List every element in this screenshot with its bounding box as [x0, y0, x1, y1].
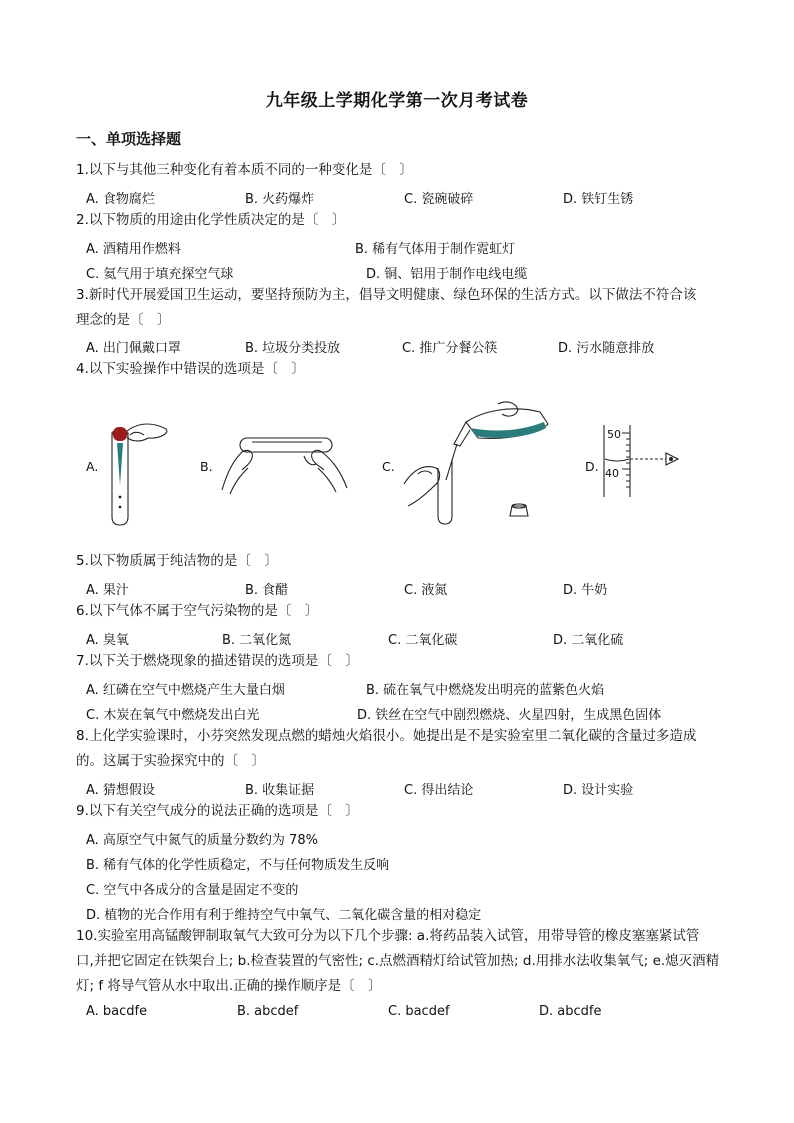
question-5-option-c[interactable]: C. 液氮: [404, 583, 448, 598]
question-3-stem-line2: 理念的是〔 〕: [76, 312, 171, 328]
question-9-option-b[interactable]: B. 稀有气体的化学性质稳定，不与任何物质发生反响: [86, 858, 390, 873]
question-7-option-d[interactable]: D. 铁丝在空气中剧烈燃烧、火星四射，生成黑色固体: [357, 708, 662, 723]
figure-dropper-into-tube: [100, 405, 180, 530]
question-5-option-a[interactable]: A. 果汁: [86, 583, 129, 598]
question-8-stem-line2: 的。这属于实验探究中的〔 〕: [76, 753, 265, 769]
question-2-option-a[interactable]: A. 酒精用作燃料: [86, 242, 181, 257]
question-9-option-d[interactable]: D. 植物的光合作用有利于维持空气中氧气、二氧化碳含量的相对稳定: [86, 908, 482, 923]
question-10-option-a[interactable]: A. bacdfe: [86, 1004, 148, 1019]
figure-pouring-liquid: [398, 398, 548, 528]
question-4-option-b[interactable]: B.: [200, 459, 213, 474]
question-10-stem-line2: 口,并把它固定在铁架台上; b.检查装置的气密性; c.点燃酒精灯给试管加热; d.用排水法收集氧气; e.熄灭酒精: [76, 953, 720, 969]
question-6-option-d[interactable]: D. 二氧化硫: [553, 633, 624, 648]
question-10-option-b[interactable]: B. abcdef: [237, 1004, 299, 1019]
question-5-option-d[interactable]: D. 牛奶: [563, 583, 608, 598]
question-6-option-b[interactable]: B. 二氧化氮: [222, 633, 292, 648]
question-1-option-a[interactable]: A. 食物腐烂: [86, 192, 155, 207]
question-2-option-b[interactable]: B. 稀有气体用于制作霓虹灯: [355, 242, 516, 257]
question-1-option-c[interactable]: C. 瓷碗破碎: [404, 192, 474, 207]
question-5-option-b[interactable]: B. 食醋: [245, 583, 289, 598]
question-2-option-d[interactable]: D. 铜、铝用于制作电线电缆: [366, 267, 528, 282]
question-8-option-b[interactable]: B. 收集证据: [245, 783, 315, 798]
question-4-option-c[interactable]: C.: [382, 459, 395, 474]
question-8-option-d[interactable]: D. 设计实验: [563, 783, 634, 798]
question-3-option-c[interactable]: C. 推广分餐公筷: [402, 341, 498, 356]
figure-hands-holding-tube: [212, 430, 357, 500]
question-4-stem: 4.以下实验操作中错误的选项是〔 〕: [76, 361, 305, 377]
question-3-stem-line1: 3.新时代开展爱国卫生运动，要坚持预防为主，倡导文明健康、绿色环保的生活方式。以下做法不符合该: [76, 287, 697, 303]
question-7-option-a[interactable]: A. 红磷在空气中燃烧产生大量白烟: [86, 683, 285, 698]
question-8-option-c[interactable]: C. 得出结论: [404, 783, 474, 798]
question-8-stem-line1: 8.上化学实验课时，小芬突然发现点燃的蜡烛火焰很小。她提出是不是实验室里二氧化碳的含量过多造成: [76, 728, 697, 744]
question-7-option-c[interactable]: C. 木炭在氧气中燃烧发出白光: [86, 708, 260, 723]
scale-label-top: 50: [607, 428, 621, 441]
question-5-stem: 5.以下物质属于纯洁物的是〔 〕: [76, 553, 278, 569]
question-4-option-d[interactable]: D.: [585, 459, 599, 474]
question-1-stem: 1.以下与其他三种变化有着本质不同的一种变化是〔 〕: [76, 162, 413, 178]
question-1-option-d[interactable]: D. 铁钉生锈: [563, 192, 634, 207]
page-title: 九年级上学期化学第一次月考试卷: [265, 91, 529, 111]
question-10-stem-line1: 10.实验室用高锰酸钾制取氧气大致可分为以下几个步骤: a.将药品装入试管，用带导管的橡皮塞塞紧试管: [76, 928, 700, 944]
question-2-stem: 2.以下物质的用途由化学性质决定的是〔 〕: [76, 212, 346, 228]
scale-label-bottom: 40: [605, 467, 619, 480]
question-4-option-a[interactable]: A.: [86, 459, 99, 474]
question-3-option-a[interactable]: A. 出门佩戴口罩: [86, 341, 181, 356]
question-9-option-c[interactable]: C. 空气中各成分的含量是固定不变的: [86, 883, 299, 898]
question-8-option-a[interactable]: A. 猜想假设: [86, 783, 155, 798]
question-10-stem-line3: 灯; f 将导气管从水中取出.正确的操作顺序是〔 〕: [76, 978, 382, 994]
question-7-option-b[interactable]: B. 硫在氧气中燃烧发出明亮的蓝紫色火焰: [366, 683, 605, 698]
question-2-option-c[interactable]: C. 氦气用于填充探空气球: [86, 267, 234, 282]
question-6-option-c[interactable]: C. 二氧化碳: [388, 633, 458, 648]
section-heading: 一、单项选择题: [76, 130, 182, 148]
question-3-option-b[interactable]: B. 垃圾分类投放: [245, 341, 341, 356]
question-10-option-d[interactable]: D. abcdfe: [539, 1004, 602, 1019]
question-9-stem: 9.以下有关空气成分的说法正确的选项是〔 〕: [76, 803, 359, 819]
question-9-option-a[interactable]: A. 高原空气中氮气的质量分数约为 78%: [86, 833, 318, 848]
question-7-stem: 7.以下关于燃烧现象的描述错误的选项是〔 〕: [76, 653, 359, 669]
question-3-option-d[interactable]: D. 污水随意排放: [558, 341, 655, 356]
question-1-option-b[interactable]: B. 火药爆炸: [245, 192, 315, 207]
question-6-option-a[interactable]: A. 臭氧: [86, 633, 129, 648]
question-6-stem: 6.以下气体不属于空气污染物的是〔 〕: [76, 603, 319, 619]
question-10-option-c[interactable]: C. bacdef: [388, 1004, 450, 1019]
